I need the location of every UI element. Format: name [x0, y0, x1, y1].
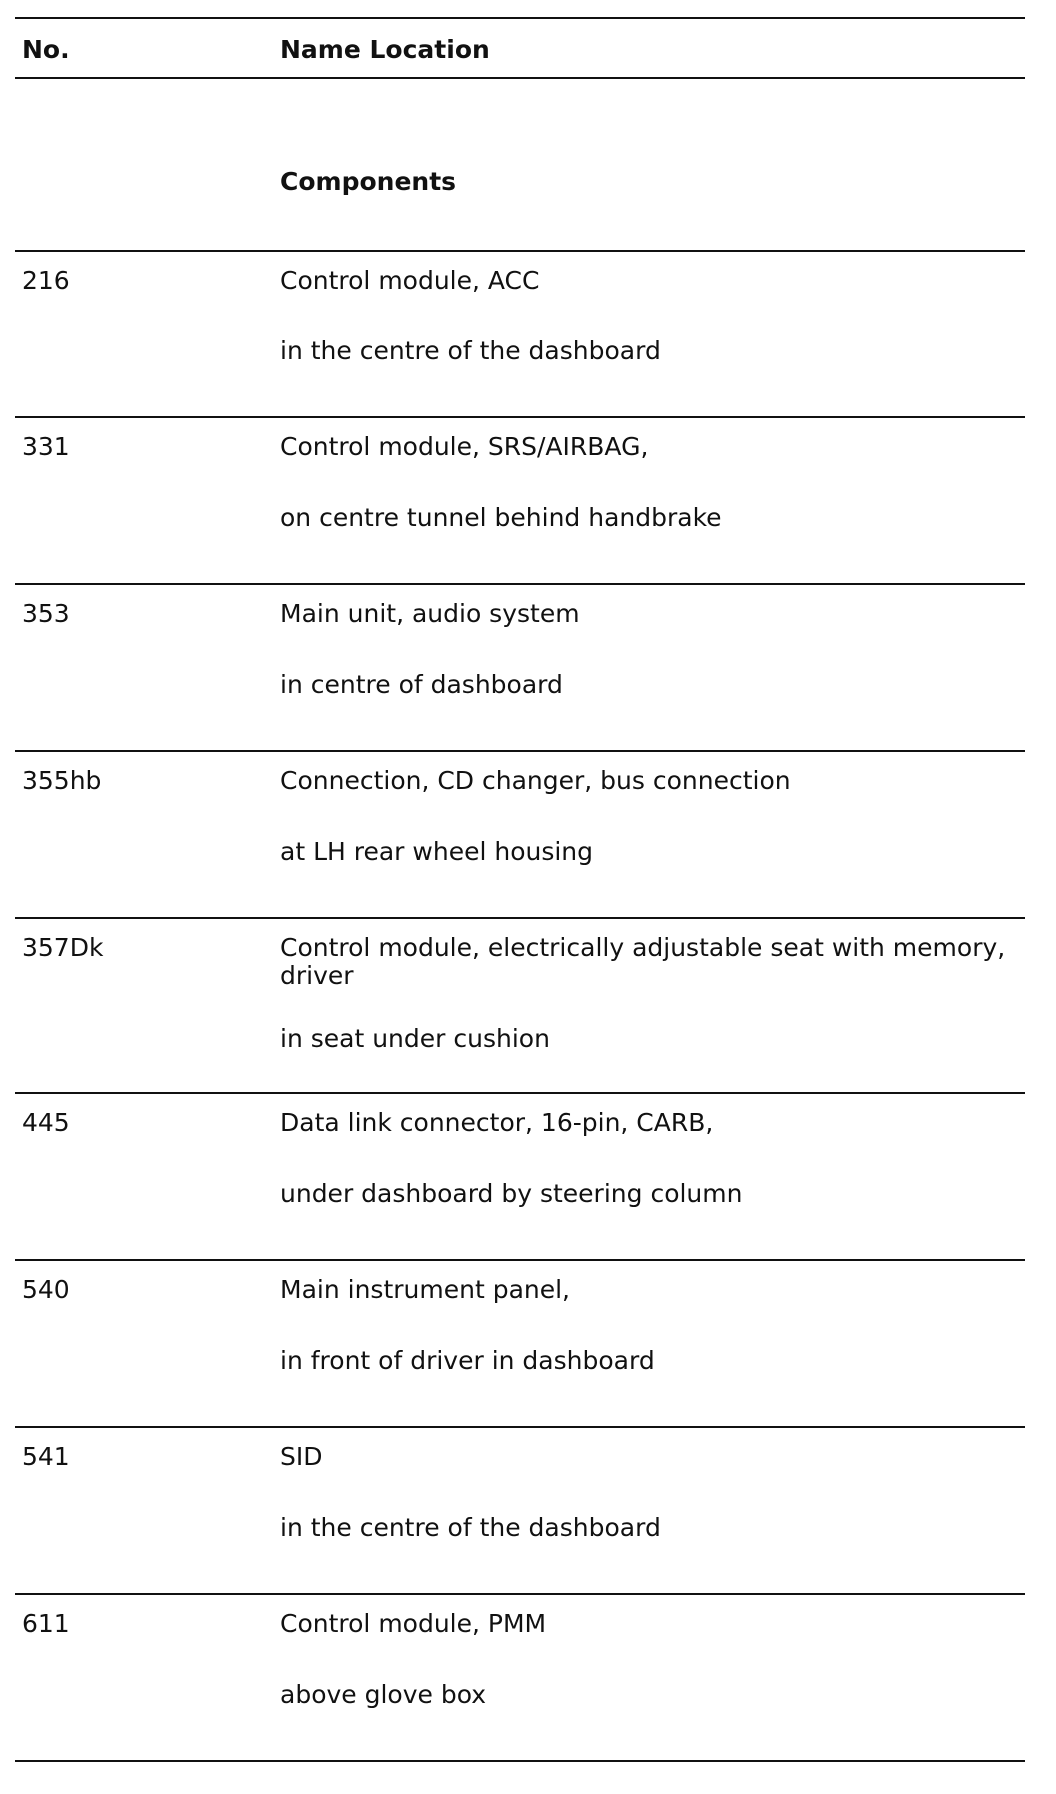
table-row: [15, 1261, 1025, 1426]
section-components: [15, 79, 1025, 250]
component-location: at LH rear wheel housing: [280, 837, 594, 866]
section-title: Components: [280, 167, 457, 196]
table-row: [15, 418, 1025, 583]
component-number: 355hb: [22, 766, 102, 795]
component-number: 541: [22, 1442, 70, 1471]
component-location: in front of driver in dashboard: [280, 1346, 655, 1375]
component-table: [15, 17, 1025, 1762]
component-number: 611: [22, 1609, 70, 1638]
component-location: above glove box: [280, 1680, 487, 1709]
component-number: 540: [22, 1275, 70, 1304]
component-name: SID: [280, 1442, 323, 1471]
component-location: in the centre of the dashboard: [280, 1513, 661, 1542]
column-header-name-location: Name Location: [280, 35, 490, 64]
bottom-rule: [15, 1760, 1025, 1762]
component-name: Control module, SRS/AIRBAG,: [280, 432, 649, 461]
component-location: in seat under cushion: [280, 1024, 550, 1053]
table-row: [15, 1094, 1025, 1259]
component-name: Control module, electrically adjustable seat with memory, driver: [280, 933, 1006, 990]
column-header-no: No.: [22, 35, 70, 64]
component-name: Connection, CD changer, bus connection: [280, 766, 791, 795]
table-row: [15, 1595, 1025, 1760]
table-row: [15, 585, 1025, 750]
component-number: 216: [22, 266, 70, 295]
component-location: on centre tunnel behind handbrake: [280, 503, 722, 532]
table-row: [15, 752, 1025, 917]
table-header: [15, 19, 1025, 77]
component-location: under dashboard by steering column: [280, 1179, 743, 1208]
component-number: 353: [22, 599, 70, 628]
component-location: in centre of dashboard: [280, 670, 563, 699]
component-location: in the centre of the dashboard: [280, 336, 661, 365]
component-name: Main unit, audio system: [280, 599, 580, 628]
table-row: [15, 1428, 1025, 1593]
table-row: [15, 919, 1025, 1092]
component-number: 445: [22, 1108, 70, 1137]
component-name: Control module, PMM: [280, 1609, 547, 1638]
component-number: 331: [22, 432, 70, 461]
component-name: Data link connector, 16-pin, CARB,: [280, 1108, 714, 1137]
component-name: Control module, ACC: [280, 266, 540, 295]
component-name: Main instrument panel,: [280, 1275, 571, 1304]
table-row: [15, 252, 1025, 416]
component-number: 357Dk: [22, 933, 104, 962]
